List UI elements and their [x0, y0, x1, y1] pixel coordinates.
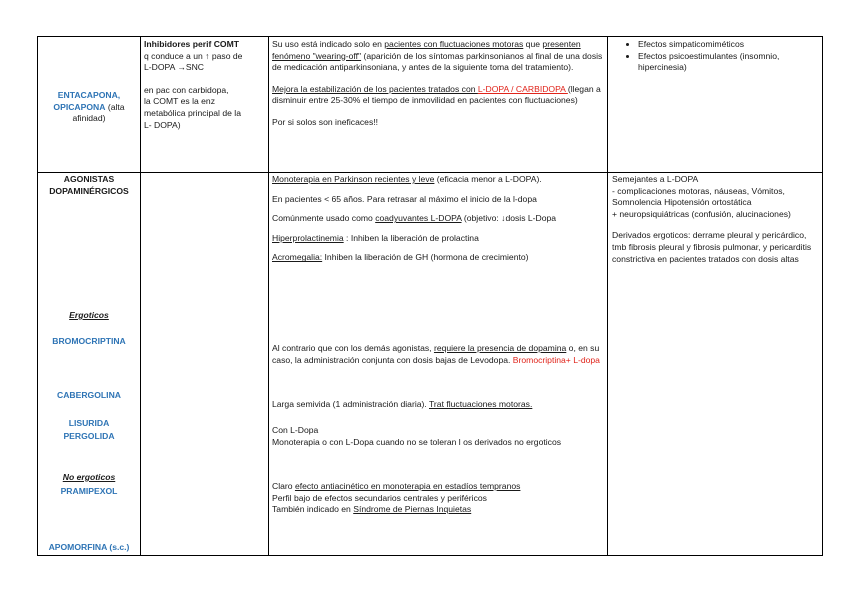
table-border-left	[37, 36, 38, 556]
lisurida-indication	[272, 425, 605, 448]
row1-indications-cell	[272, 39, 605, 129]
drug-cabergolina: CABERGOLINA	[57, 390, 121, 400]
mechanism-title: Inhibidores perif COMT	[144, 39, 240, 49]
text-span: L-DOPA / CARBIDOPA	[477, 83, 568, 94]
table-border-right	[822, 36, 823, 556]
indication-paragraph	[272, 39, 605, 74]
row2-header-cell	[40, 174, 138, 197]
text-span: Bromocriptina+ L-dopa	[512, 354, 600, 365]
text-span: efecto antiacinético en monoterapia en estadíos tempranos	[294, 481, 521, 491]
indication-paragraph	[272, 174, 605, 186]
table-row-divider	[37, 172, 823, 173]
col-divider-3	[607, 36, 608, 556]
effect-item: • Efectos simpaticomiméticos	[638, 39, 820, 51]
text-span: o, en su caso, la administración conjunta con dosis bajas de Levodopa.	[272, 343, 600, 365]
indication-paragraph: En pacientes < 65 años. Para retrasar al máximo el inicio de la l-dopa	[272, 193, 537, 204]
text-span: También indicado en	[272, 504, 354, 515]
text-span: (aparición de los síntomas parkinsonianos al final de una dosis de medicación antiparkinsoniana, y antes de la siguiente toma del tratamiento).	[272, 50, 603, 73]
text-span: Claro	[272, 481, 295, 491]
row1-effects-cell	[610, 39, 820, 74]
text-span: Hiperprolactinemia	[272, 232, 344, 243]
indication-paragraph	[272, 252, 605, 264]
text-span: Mejora la estabilización de los pacientes tratados con	[272, 83, 478, 94]
text-span: Monoterapia en Parkinson recientes y leve	[272, 174, 435, 184]
text-span: Inhiben la liberación de GH (hormona de crecimiento)	[322, 252, 529, 263]
text-span: (llegan a disminuir entre 25-30% el tiempo de inmovilidad en pacientes con fluctuaciones)	[272, 83, 601, 106]
text-span: : Inhiben la liberación de prolactina	[343, 232, 479, 243]
text-span: Trat fluctuaciones motoras.	[429, 399, 533, 409]
indication-paragraph	[272, 481, 605, 493]
drug-pramipexol: PRAMIPEXOL	[60, 486, 118, 496]
drug-bromocriptina: BROMOCRIPTINA	[52, 336, 126, 346]
effects-line: - complicaciones motoras, náuseas, Vómitos, Somnolencia Hipotensión ortostática	[612, 185, 785, 208]
table-border-top	[37, 36, 823, 37]
no-ergoticos-label: No ergoticos	[62, 472, 116, 482]
row2-effects-cell	[612, 174, 820, 265]
agonistas-header: AGONISTAS DOPAMINÉRGICOS	[49, 174, 129, 196]
effects-line: + neuropsiquiátricas (confusión, alucinaciones)	[612, 208, 791, 219]
col-divider-1	[140, 36, 141, 556]
text-span: Larga semivida (1 administración diaria).	[272, 399, 429, 409]
drug-pergolida: PERGOLIDA	[63, 431, 115, 441]
mechanism-line: L-DOPA →SNC	[144, 62, 205, 73]
indication-paragraph	[272, 399, 605, 411]
indication-paragraph	[272, 213, 605, 225]
mechanism-line: en pac con carbidopa,	[144, 84, 229, 95]
table-border-bottom	[37, 555, 823, 556]
indication-paragraph	[272, 233, 605, 245]
drug-lisurida: LISURIDA	[68, 418, 110, 428]
indication-paragraph: Perfil bajo de efectos secundarios centrales y periféricos	[272, 492, 487, 503]
row1-mechanism-cell	[144, 39, 266, 131]
indication-paragraph: Monoterapia o con L-Dopa cuando no se toleran l os derivados no ergoticos	[272, 436, 562, 447]
drug-apomorfina: APOMORFINA (s.c.)	[48, 542, 130, 552]
row2-indications-top	[272, 174, 605, 264]
text-span: que	[523, 39, 543, 49]
col-divider-2	[268, 36, 269, 556]
text-span: coadyuvantes L-DOPA	[375, 213, 462, 224]
row1-drug-cell	[40, 90, 138, 125]
effects-line: Semejantes a L-DOPA	[612, 174, 699, 184]
indication-paragraph	[272, 84, 605, 107]
text-span: (eficacia menor a L-DOPA).	[434, 174, 542, 184]
pramipexol-indication	[272, 481, 605, 516]
effect-item: • Efectos psicoestimulantes (insomnio, hipercinesia)	[638, 51, 820, 74]
indication-paragraph: Con L-Dopa	[272, 425, 319, 435]
cabergolina-indication	[272, 399, 605, 411]
effects-line: Derivados ergoticos: derrame pleural y pericárdico, tmb fibrosis pleural y fibrosis pulmonar, y pericarditis constrictiva en pacientes tratados con dosis altas	[612, 230, 812, 264]
text-span: (objetivo: ↓dosis L-Dopa	[461, 213, 557, 224]
text-span: presenten fenómeno "wearing-off"	[272, 39, 581, 61]
indication-paragraph	[272, 343, 605, 366]
text-span: Su uso está indicado solo en	[272, 39, 385, 49]
text-span: pacientes con fluctuaciones motoras	[384, 39, 524, 49]
drug-entacapona-opicapona: ENTACAPONA, OPICAPONA	[53, 90, 121, 112]
drug-affinity-note: (alta afinidad)	[72, 101, 125, 124]
indication-paragraph: Por si solos son ineficaces!!	[272, 116, 379, 127]
text-span: Al contrario que con los demás agonistas,	[272, 343, 434, 353]
text-span: Acromegalia:	[272, 252, 323, 263]
mechanism-line: L- DOPA)	[144, 119, 181, 130]
ergoticos-label: Ergoticos	[69, 310, 109, 320]
effects-list	[610, 39, 820, 74]
mechanism-line: la COMT es la enz	[144, 96, 216, 107]
bromocriptina-indication	[272, 343, 605, 366]
text-span: Comúnmente usado como	[272, 213, 376, 224]
mechanism-line: q conduce a un ↑ paso de	[144, 50, 243, 61]
text-span: Síndrome de Piernas Inquietas	[353, 504, 472, 515]
indication-paragraph	[272, 504, 605, 516]
text-span: requiere la presencia de dopamina	[433, 343, 567, 353]
mechanism-line: metabólica principal de la	[144, 107, 241, 118]
